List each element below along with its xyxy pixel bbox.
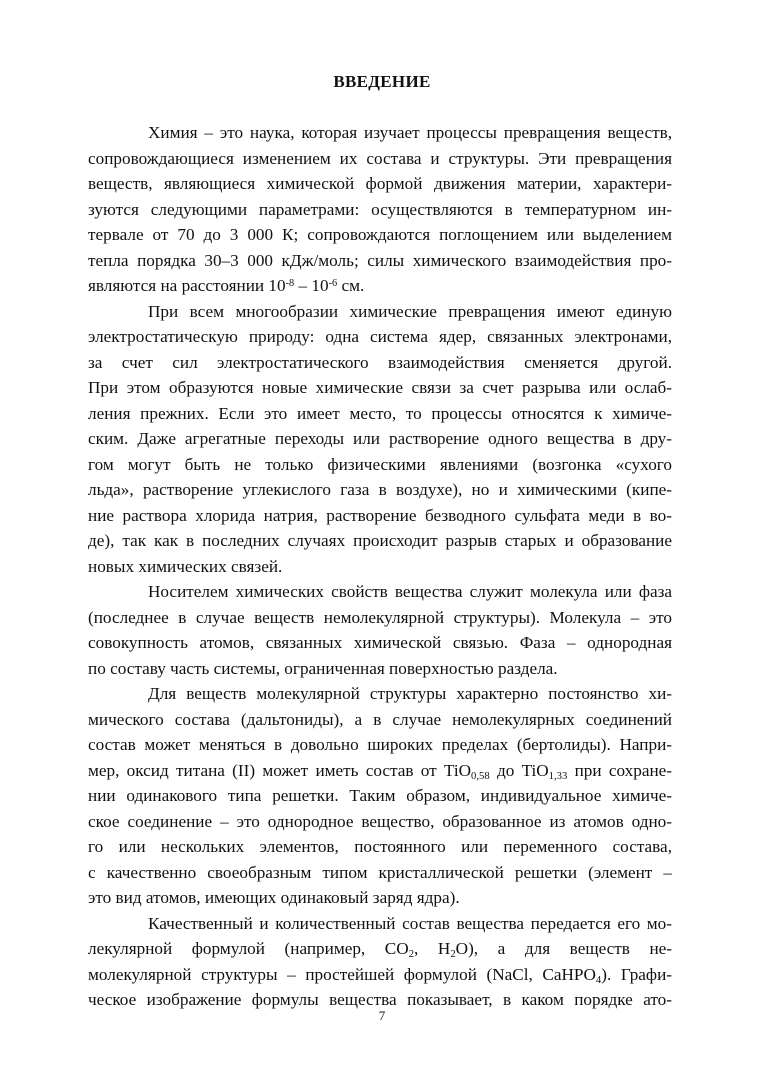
text-segment: 2 bbox=[450, 949, 456, 961]
paragraph bbox=[88, 579, 672, 681]
paragraph bbox=[88, 120, 672, 299]
text-line: ское соединение – это однородное вещество, образованное из атомов одно- bbox=[88, 811, 672, 831]
text-line: ским. Даже агрегатные переходы или растворение одного вещества в дру- bbox=[88, 429, 672, 448]
text-line: мического состава (дальтониды), а в случае немолекулярных соединений bbox=[88, 709, 672, 729]
text-segment: , H bbox=[414, 939, 451, 958]
text-line: зуются следующими параметрами: осуществляются в температурном ин- bbox=[88, 199, 672, 219]
text-line: Химия – это наука, которая изучает процессы превращения веществ, bbox=[148, 123, 672, 142]
text-segment: при сохране- bbox=[567, 760, 673, 780]
page-number: 7 bbox=[378, 1008, 386, 1023]
text-line: веществ, являющиеся химической формой движения материи, характери- bbox=[88, 174, 672, 193]
text-line: с качественно своеобразным типом кристаллической решетки (элемент – bbox=[88, 862, 672, 882]
text-segment: являются на расстоянии 10 bbox=[88, 276, 286, 295]
body-text bbox=[88, 120, 672, 1013]
text-segment: молекулярной структуры – простейшей формулой (NaCl, CaHPO bbox=[88, 964, 596, 984]
text-line: тервале от 70 до 3 000 К; сопровождаются поглощением или выделением bbox=[88, 225, 672, 244]
text-line: это вид атомов, имеющих одинаковый заряд ядра). bbox=[88, 888, 460, 907]
text-segment: – 10 bbox=[294, 276, 329, 295]
text-line: де), так как в последних случаях происходит разрыв старых и образование bbox=[88, 531, 672, 550]
text-line: Для веществ молекулярной структуры характерно постоянство хи- bbox=[148, 684, 672, 703]
page-title: ВВЕДЕНИЕ bbox=[333, 72, 431, 91]
text-line bbox=[88, 273, 672, 299]
text-line: за счет сил электростатического взаимодействия сменяется другой. bbox=[88, 352, 672, 372]
text-segment: O), а для веществ не- bbox=[455, 939, 673, 958]
text-segment: 4 bbox=[595, 974, 602, 986]
paragraph bbox=[88, 299, 672, 580]
text-line: гом могут быть не только физическими явлениями (возгонка «сухого bbox=[88, 454, 672, 474]
text-line: тепла порядка 30–3 000 кДж/моль; силы химического взаимодействия про- bbox=[88, 250, 672, 270]
text-line: ние раствора хлорида натрия, растворение безводного сульфата меди в во- bbox=[88, 505, 672, 525]
text-line: сопровождающиеся изменением их состава и структуры. Эти превращения bbox=[88, 148, 672, 168]
text-line: льда», растворение углекислого газа в воздухе), но и химическими (кипе- bbox=[88, 480, 672, 499]
text-segment: -6 bbox=[328, 277, 338, 289]
text-line: по составу часть системы, ограниченная поверхностью раздела. bbox=[88, 658, 558, 678]
text-segment: 1,33 bbox=[548, 770, 568, 782]
text-line bbox=[88, 758, 672, 784]
text-segment: ). Графи- bbox=[601, 964, 672, 984]
text-line: состав может меняться в довольно широких пределах (бертолиды). Напри- bbox=[88, 735, 672, 754]
text-segment: лекулярной формулой (например, CO bbox=[88, 939, 409, 958]
text-segment: см. bbox=[337, 276, 365, 295]
text-line: го или нескольких элементов, постоянного или переменного состава, bbox=[88, 837, 672, 856]
text-line: ления прежних. Если это имеет место, то процессы относятся к химиче- bbox=[88, 403, 672, 423]
text-line: При всем многообразии химические превращения имеют единую bbox=[148, 301, 672, 321]
text-line: (последнее в случае веществ немолекулярной структуры). Молекула – это bbox=[88, 607, 672, 627]
text-segment: мер, оксид титана (II) может иметь состав от TiO bbox=[88, 760, 472, 780]
text-line: При этом образуются новые химические связи за счет разрыва или ослаб- bbox=[88, 378, 672, 397]
text-segment: 2 bbox=[408, 949, 415, 961]
text-line: совокупность атомов, связанных химической связью. Фаза – однородная bbox=[88, 633, 672, 652]
text-segment: до TiO bbox=[489, 760, 549, 780]
text-line: нии одинакового типа решетки. Таким образом, индивидуальное химиче- bbox=[88, 786, 672, 805]
text-segment: -8 bbox=[285, 277, 295, 289]
paragraph bbox=[88, 681, 672, 911]
text-line: электростатическую природу: одна система ядер, связанных электронами, bbox=[88, 327, 672, 346]
text-line: Качественный и количественный состав вещества передается его мо- bbox=[148, 913, 672, 933]
text-line bbox=[88, 936, 672, 962]
text-line: Носителем химических свойств вещества служит молекула или фаза bbox=[148, 582, 672, 601]
paragraph bbox=[88, 911, 672, 1013]
text-line: новых химических связей. bbox=[88, 556, 283, 576]
text-segment: 0,58 bbox=[471, 770, 490, 782]
text-line bbox=[88, 962, 672, 988]
text-line: ческое изображение формулы вещества показывает, в каком порядке ато- bbox=[88, 990, 672, 1009]
